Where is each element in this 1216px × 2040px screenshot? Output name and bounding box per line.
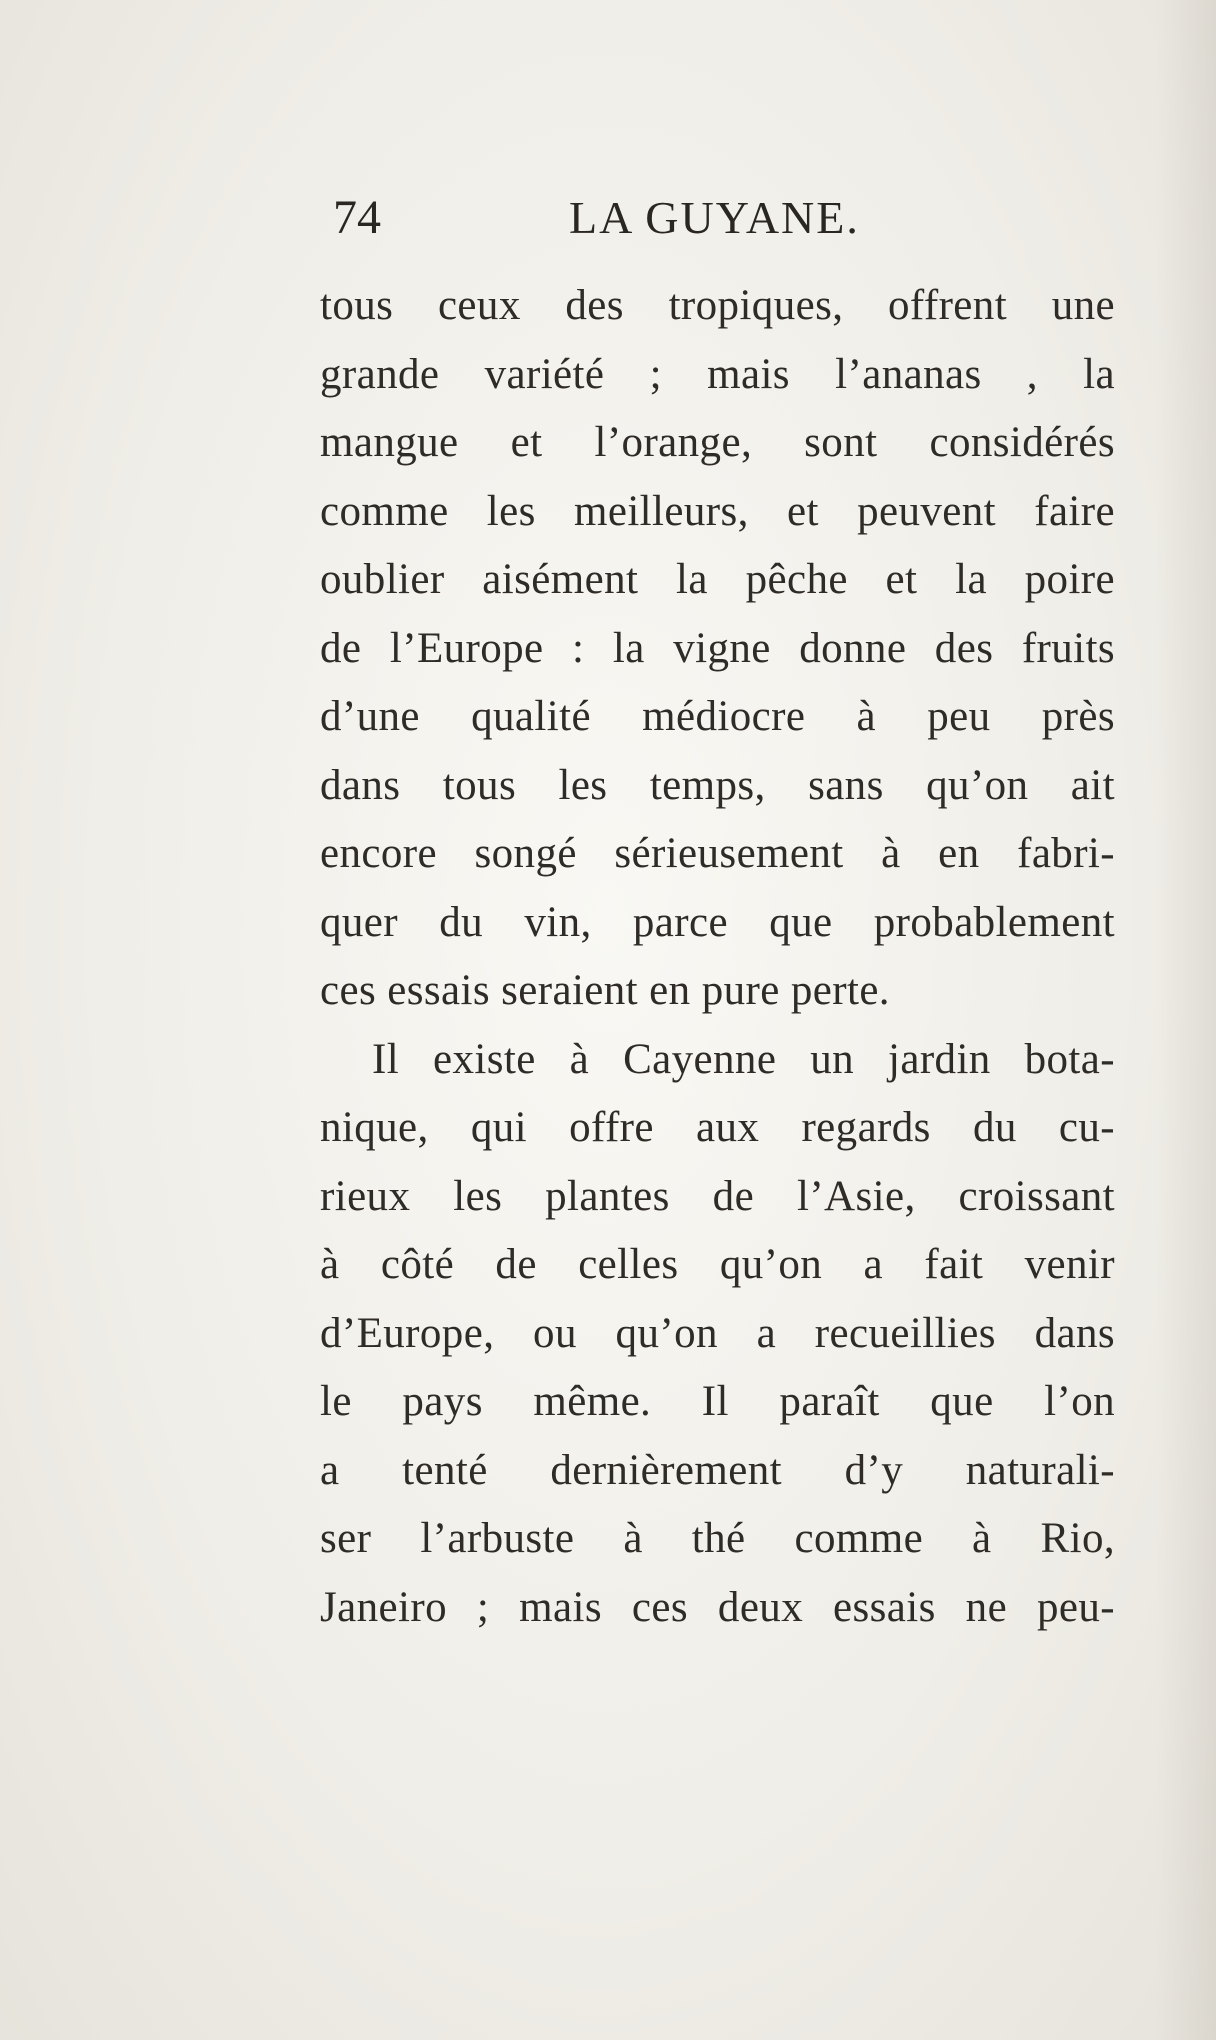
text-line: oublier aisément la pêche et la poire xyxy=(320,556,1115,603)
text-line: comme les meilleurs, et peuvent faire xyxy=(320,487,1115,535)
body-text xyxy=(320,272,1115,1642)
text-line: à côté de celles qu’on a fait venir xyxy=(320,1241,1115,1288)
text-line: d’une qualité médiocre à peu près xyxy=(320,693,1115,740)
page-header xyxy=(333,188,893,248)
text-line: tous ceux des tropiques, offrent une xyxy=(320,282,1115,329)
paragraph-end-line: ces essais seraient en pure perte. xyxy=(320,967,890,1014)
text-line: mangue et l’orange, sont considérés xyxy=(320,419,1115,466)
text-line: a tenté dernièrement d’y naturali- xyxy=(320,1446,1115,1494)
text-line: rieux les plantes de l’Asie, croissant xyxy=(320,1172,1115,1220)
text-line: dans tous les temps, sans qu’on ait xyxy=(320,761,1115,809)
paragraph-start-line: Il existe à Cayenne un jardin bota- xyxy=(372,1035,1115,1083)
text-line: de l’Europe : la vigne donne des fruits xyxy=(320,624,1115,672)
text-line: grande variété ; mais l’ananas , la xyxy=(320,350,1115,398)
text-line: nique, qui offre aux regards du cu- xyxy=(320,1104,1115,1151)
text-line: le pays même. Il paraît que l’on xyxy=(320,1378,1115,1425)
text-line: d’Europe, ou qu’on a recueillies dans xyxy=(320,1309,1115,1357)
text-line: quer du vin, parce que probablement xyxy=(320,898,1115,946)
text-line: encore songé sérieusement à en fabri- xyxy=(320,830,1115,877)
text-line: ser l’arbuste à thé comme à Rio, xyxy=(320,1515,1115,1562)
page-edge-shadow xyxy=(1156,0,1216,2040)
text-line: Janeiro ; mais ces deux essais ne peu- xyxy=(320,1583,1115,1631)
running-head: LA GUYANE. xyxy=(569,192,860,243)
page-number: 74 xyxy=(333,191,381,244)
